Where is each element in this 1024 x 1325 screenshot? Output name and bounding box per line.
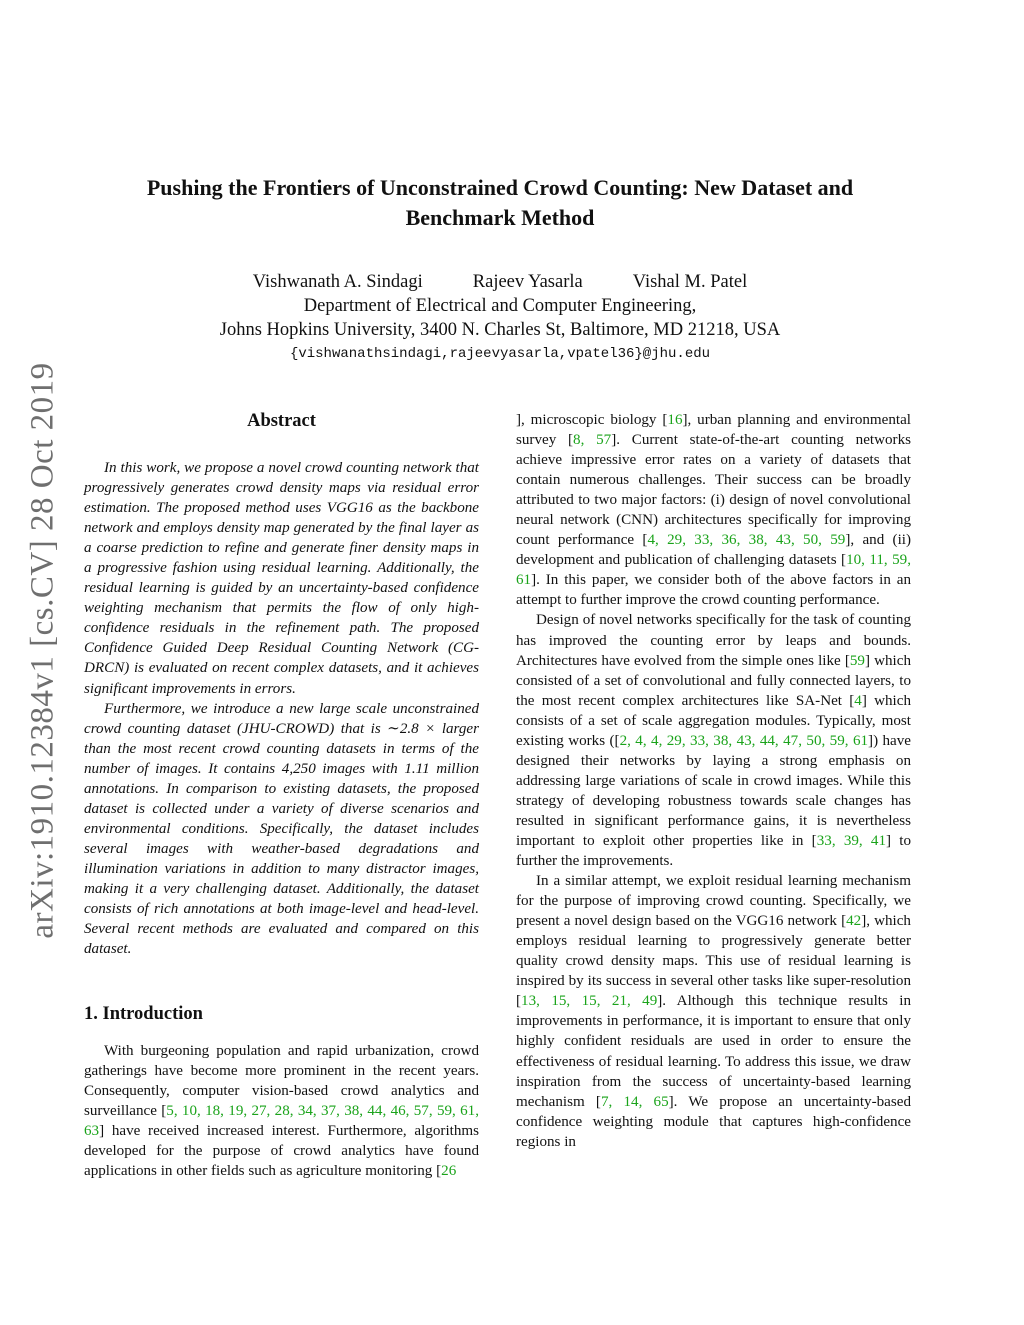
author-2: Rajeev Yasarla: [472, 272, 583, 292]
intro-paragraph-2: Design of novel networks specifically for the task of counting has improved the counting error by leaps and bounds. Architectures have evolved from the simple ones like [59] which consisted of a set of convolutional and fully connected layers, to the most recent complex architectures like SA-Net [4] which consists of a set of scale aggregation modules. Typically, most existing works ([2, 4, 4, 29, 33, 38, 43, 44, 47, 50, 59, 61]) have designed their networks by laying a strong emphasis on addressing large variations of scale in crowd images. While this strategy of developing robustness towards scale changes has resulted in significant performance gains, it is nevertheless important to exploit other properties like in [33, 39, 41] to further the improvements.: [516, 612, 912, 870]
affiliation-line-2: Johns Hopkins University, 3400 N. Charles St, Baltimore, MD 21218, USA: [219, 320, 781, 340]
author-1: Vishwanath A. Sindagi: [252, 272, 423, 292]
citation-link[interactable]: 26: [441, 1163, 457, 1180]
intro-paragraph-3: In a similar attempt, we exploit residual learning mechanism for the purpose of improving crowd counting. Specifically, we present a novel design based on the VGG16 network [42], which employs residual learning to progressively generate better quality crowd density maps. This use of residual learning is inspired by its success in several other tasks like super-resolution [13, 15, 15, 21, 49]. Although this technique results in improvements in performance, it is important to ensure that only highly confident residuals are used in order to ensure the effectiveness of residual learning. To address this issue, we draw inspiration from the success of uncertainty-based learning mechanism [7, 14, 65]. We propose an uncertainty-based confidence weighting module that captures high-confidence regions in: [516, 873, 912, 1150]
arxiv-identifier: arXiv:1910.12384v1 [cs.CV] 28 Oct 2019: [24, 361, 61, 939]
author-block: [100, 270, 900, 366]
author-names: [100, 270, 900, 294]
citation-link[interactable]: 16: [667, 412, 683, 428]
paper-title-line-1: Pushing the Frontiers of Unconstrained Crowd Counting: New Dataset and: [146, 175, 854, 200]
citation-link[interactable]: 7, 14, 65: [600, 1093, 669, 1110]
left-column: [84, 410, 479, 1182]
affiliation-line-1: Department of Electrical and Computer Engineering,: [303, 296, 697, 316]
intro-paragraph-1-start: With burgeoning population and rapid urbanization, crowd gatherings have become more prominent in the recent years. Consequently, computer vision-based crowd analytics and surveillance [5, 10, 18, 19, 27, 28, 34, 37, 38, 44, 46, 57, 59, 61, 63] have received increased interest. Furthermore, algorithms developed for the purpose of crowd analytics have found applications in other fields such as agriculture monitoring [26: [84, 1043, 479, 1180]
right-column: [516, 410, 911, 1152]
abstract-paragraph-1: In this work, we propose a novel crowd counting network that progressively generates crowd density maps via residual error estimation. The proposed method uses VGG16 as the backbone network and employs density map generated by the final layer as a coarse prediction to refine and generate finer density maps in a progressive fashion using residual learning. Additionally, the residual learning is guided by an uncertainty-based confidence weighting mechanism that permits the flow of only high-confidence residuals in the refinement path. The proposed Confidence Guided Deep Residual Counting Network (CG-DRCN) is evaluated on recent complex datasets, and it achieves significant improvements in errors.: [84, 460, 479, 697]
arxiv-identifier-stamp: [22, 350, 64, 950]
author-3: Vishal M. Patel: [632, 272, 748, 292]
paper-title: [100, 173, 900, 233]
section-heading-introduction: 1. Introduction: [84, 1004, 203, 1025]
abstract-heading: Abstract: [247, 411, 316, 431]
citation-link[interactable]: 8, 57: [573, 432, 612, 449]
citation-link[interactable]: 5, 10, 18, 19, 27, 28, 34, 37, 38, 44, 46, 57, 59, 61, 63: [84, 1103, 479, 1140]
citation-link[interactable]: 42: [846, 913, 862, 930]
citation-link[interactable]: 13, 15, 15, 21, 49: [521, 993, 658, 1010]
citation-link[interactable]: 10, 11, 59, 61: [516, 552, 911, 589]
citation-link[interactable]: 4: [854, 692, 862, 709]
citation-link[interactable]: 59: [849, 652, 865, 669]
abstract-paragraph-2: Furthermore, we introduce a new large scale unconstrained crowd counting dataset (JHU-CROWD) that is ∼2.8 × larger than the most recent crowd counting datasets in terms of the number of images. It contains 4,250 images with 1.11 million annotations. In comparison to existing datasets, the proposed dataset is collected under a variety of diverse scenarios and environmental conditions. Specifically, the dataset includes several images with weather-based degradations and illumination variations in addition to many distractor images, making it a very challenging dataset. Additionally, the dataset consists of rich annotations at both image-level and head-level. Several recent methods are evaluated and compared on this dataset.: [84, 700, 479, 958]
citation-link[interactable]: 2, 4, 4, 29, 33, 38, 43, 44, 47, 50, 59, 61: [619, 732, 869, 749]
abstract-section: [84, 410, 479, 959]
citation-link[interactable]: 33, 39, 41: [816, 832, 887, 849]
citation-link[interactable]: 4, 29, 33, 36, 38, 43, 50, 59: [647, 532, 846, 549]
paper-title-line-2: Benchmark Method: [405, 205, 595, 230]
author-emails: {vishwanathsindagi,rajeevyasarla,vpatel36}@jhu.edu: [289, 346, 711, 362]
intro-paragraph-1-continued: ], microscopic biology [16], urban planning and environmental survey [8, 57]. Current state-of-the-art counting networks achieve impressive error rates on a variety of datasets that contain numerous challenges. Their success can be broadly attributed to two major factors: (i) design of novel convolutional neural network (CNN) architectures specifically for improving count performance [4, 29, 33, 36, 38, 43, 50, 59], and (ii) development and publication of challenging datasets [10, 11, 59, 61]. In this paper, we consider both of the above factors in an attempt to further improve the crowd counting performance.: [516, 412, 912, 609]
